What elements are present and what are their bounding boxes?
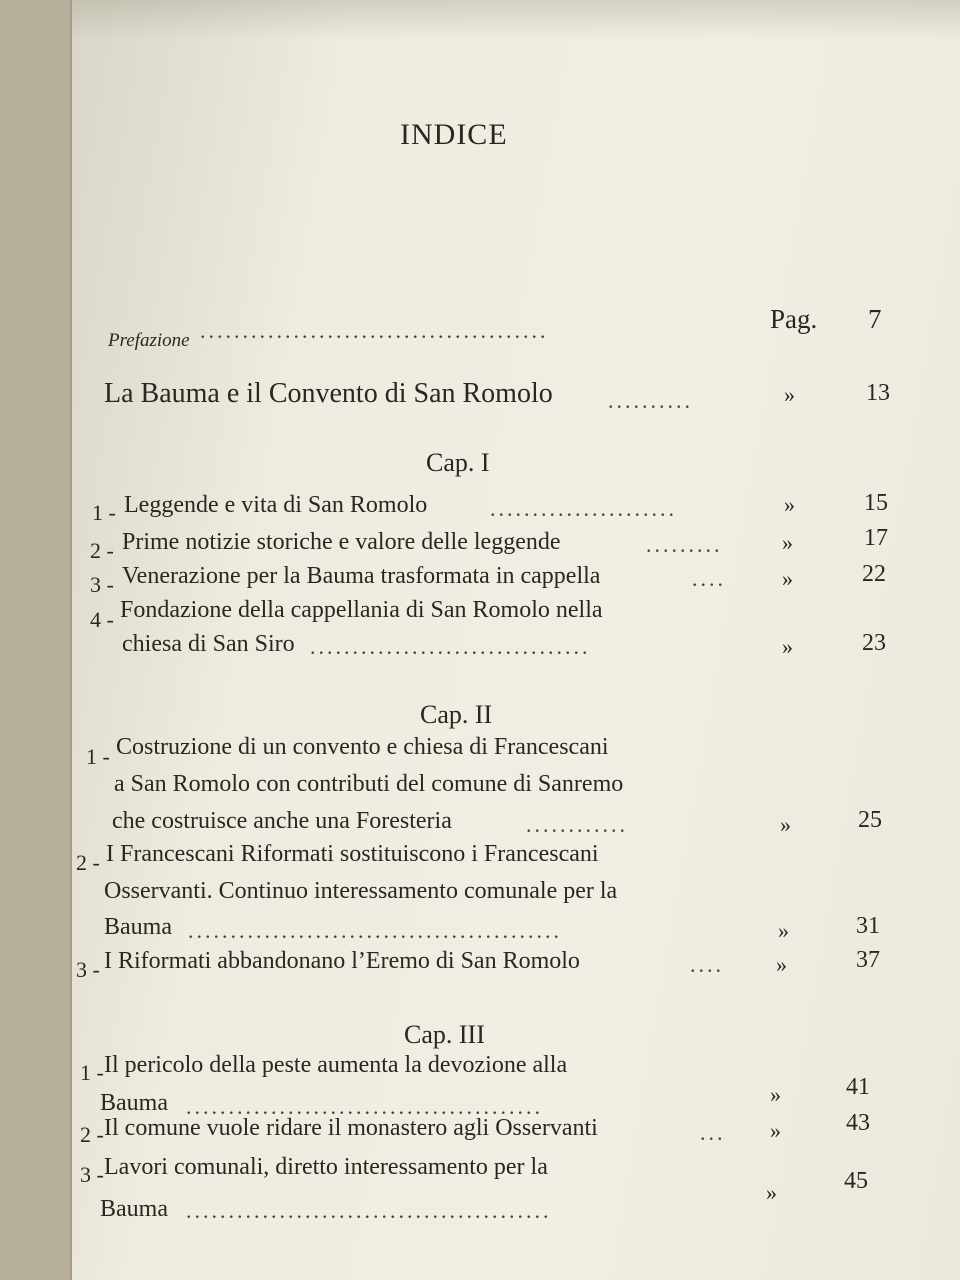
entry-marker: » [776, 952, 787, 977]
entry-page: 22 [862, 561, 886, 587]
entry-number: 2 - [76, 850, 100, 875]
entry-page: 37 [856, 947, 880, 973]
entry-title-cont: Osservanti. Continuo interessamento comunale per la [104, 878, 618, 904]
entry-title: Leggende e vita di San Romolo [124, 492, 428, 518]
entry-dots: ............ [526, 812, 628, 837]
entry-title: Fondazione della cappellania di San Romolo nella [120, 597, 603, 623]
entry-title-cont: a San Romolo con contributi del comune di Sanremo [114, 771, 624, 797]
entry-marker: » [770, 1118, 781, 1143]
entry-title: Venerazione per la Bauma trasformata in cappella [122, 563, 601, 589]
entry-dots: .... [690, 952, 724, 977]
entry-marker: » [782, 530, 793, 555]
chapter-heading-2: Cap. II [420, 700, 493, 729]
entry-number: 3 - [76, 957, 100, 982]
entry-title: I Riformati abbandonano l’Eremo di San Romolo [104, 948, 580, 974]
chapter-heading-1: Cap. I [426, 448, 490, 477]
entry-title: Il comune vuole ridare il monastero agli Osservanti [104, 1115, 598, 1141]
entry-title: Costruzione di un convento e chiesa di Francescani [116, 734, 609, 760]
entry-number: 3 - [80, 1162, 104, 1187]
entry-title-cont: Bauma [104, 914, 172, 940]
entry-number: 2 - [90, 538, 114, 563]
entry-number: 1 - [80, 1060, 104, 1085]
preface-page: 7 [868, 304, 882, 334]
entry-dots: ................................. [310, 634, 591, 659]
intro-page: 13 [866, 380, 890, 406]
entry-page: 17 [864, 525, 888, 551]
index-title: INDICE [400, 118, 508, 151]
pag-label: Pag. [770, 304, 818, 334]
entry-page: 43 [846, 1110, 870, 1136]
entry-marker: » [766, 1180, 777, 1205]
page-shadow [70, 0, 960, 40]
entry-title-cont: Bauma [100, 1196, 168, 1222]
entry-marker: » [780, 812, 791, 837]
entry-marker: » [770, 1082, 781, 1107]
entry-page: 31 [856, 913, 880, 939]
entry-number: 4 - [90, 607, 114, 632]
entry-number: 1 - [86, 744, 110, 769]
intro-dots: .......... [608, 388, 693, 413]
entry-marker: » [782, 566, 793, 591]
entry-page: 25 [858, 807, 882, 833]
entry-dots: ........................................... [186, 1198, 552, 1223]
entry-number: 3 - [90, 572, 114, 597]
entry-marker: » [784, 492, 795, 517]
entry-dots: ............................................ [188, 918, 562, 943]
entry-dots: ...................... [490, 496, 677, 521]
entry-marker: » [778, 918, 789, 943]
entry-dots: ......... [646, 532, 723, 557]
entry-title: I Francescani Riformati sostituiscono i Francescani [106, 841, 599, 867]
entry-title-cont: chiesa di San Siro [122, 631, 295, 657]
entry-page: 41 [846, 1074, 870, 1100]
preface-dots: ......................................... [200, 318, 549, 343]
entry-page: 23 [862, 630, 886, 656]
entry-number: 1 - [92, 500, 116, 525]
entry-dots: ... [700, 1120, 726, 1145]
intro-title: La Bauma e il Convento di San Romolo [104, 378, 553, 409]
preface-label: Prefazione [108, 330, 190, 351]
chapter-heading-3: Cap. III [404, 1020, 485, 1049]
entry-title: Lavori comunali, diretto interessamento per la [104, 1154, 548, 1180]
entry-title: Prime notizie storiche e valore delle leggende [122, 529, 561, 555]
entry-title: Il pericolo della peste aumenta la devozione alla [104, 1052, 568, 1078]
entry-title-cont: che costruisce anche una Foresteria [112, 808, 452, 834]
entry-marker: » [782, 634, 793, 659]
entry-dots: .......................................... [186, 1094, 543, 1119]
entry-page: 45 [844, 1168, 868, 1194]
intro-marker: » [784, 382, 795, 407]
entry-dots: .... [692, 566, 726, 591]
entry-page: 15 [864, 490, 888, 516]
entry-number: 2 - [80, 1122, 104, 1147]
entry-title-cont: Bauma [100, 1090, 168, 1116]
